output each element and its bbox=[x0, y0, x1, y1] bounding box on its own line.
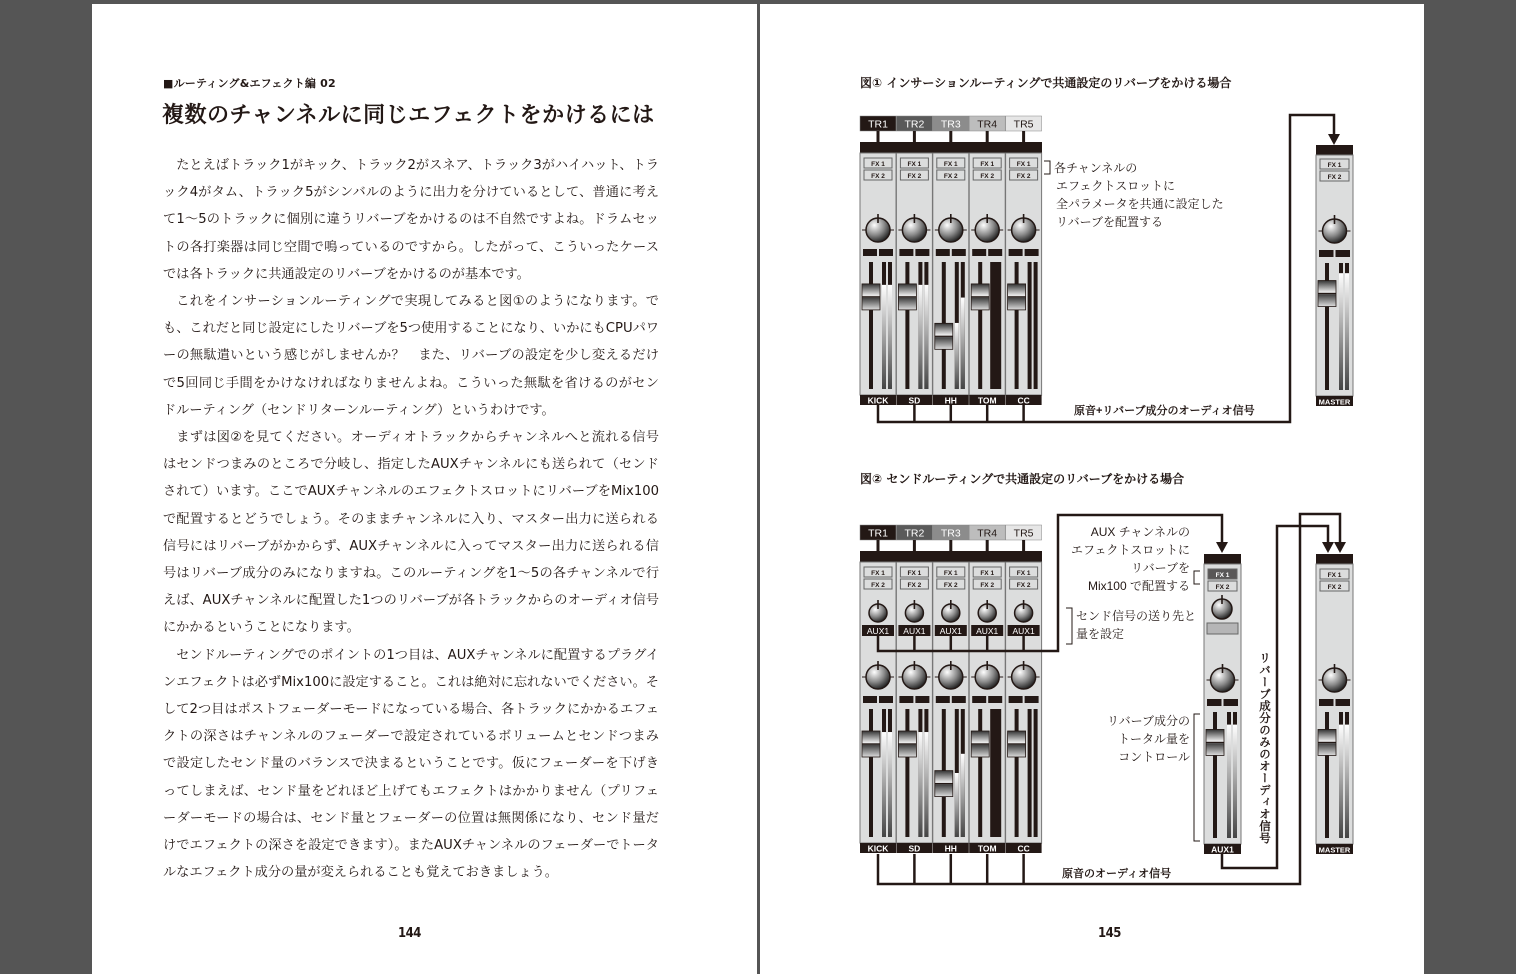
level-meter bbox=[1034, 709, 1038, 837]
solo-button bbox=[952, 249, 966, 256]
level-meter-fill bbox=[888, 732, 892, 837]
annotation-text: リバーブを配置する bbox=[1056, 215, 1164, 229]
channel-strip-hh bbox=[933, 153, 969, 406]
page-number: 145 bbox=[1098, 926, 1121, 941]
mute-button bbox=[936, 696, 950, 703]
fader-track bbox=[869, 709, 873, 837]
level-meter-fill bbox=[961, 298, 965, 389]
fx1-slot-label: FX 1 bbox=[871, 161, 885, 168]
fx2-slot-label: FX 2 bbox=[1016, 173, 1031, 180]
level-meter-fill bbox=[888, 285, 892, 389]
solo-button bbox=[1336, 699, 1351, 706]
mute-button bbox=[863, 696, 877, 703]
annotation-text: リバーブ成分の bbox=[1106, 714, 1190, 728]
level-meter-fill bbox=[1227, 725, 1231, 838]
mute-button bbox=[1009, 249, 1023, 256]
send-label: AUX1 bbox=[939, 626, 962, 636]
figure1-title: 図① インサーションルーティングで共通設定のリバーブをかける場合 bbox=[860, 76, 1232, 90]
input-bus-bar bbox=[860, 142, 1042, 153]
annotation-text: トータル量を bbox=[1117, 732, 1190, 746]
channel-strip-tom bbox=[969, 153, 1005, 406]
channel-name-label: CC bbox=[1017, 395, 1030, 406]
channel-name-label: AUX1 bbox=[1211, 844, 1234, 855]
track-label: TR5 bbox=[1013, 118, 1034, 131]
channel-name-label: TOM bbox=[977, 395, 997, 406]
fader-track bbox=[1015, 709, 1019, 837]
master-top-bar bbox=[1316, 554, 1353, 564]
fx1-slot-label: FX 1 bbox=[1215, 572, 1230, 579]
aux-top-bar bbox=[1204, 554, 1241, 564]
level-meter-fill bbox=[1339, 273, 1343, 390]
annotation-text: エフェクトスロットに bbox=[1056, 179, 1176, 193]
master-top-bar bbox=[1316, 145, 1353, 155]
level-meter bbox=[1034, 262, 1038, 389]
page-number: 144 bbox=[398, 926, 421, 941]
solo-button bbox=[915, 249, 929, 256]
level-meter-fill bbox=[1345, 725, 1349, 838]
fx2-slot-label: FX 2 bbox=[980, 173, 995, 180]
arrow-down-icon bbox=[1334, 542, 1346, 553]
fx2-slot-label: FX 2 bbox=[1016, 582, 1031, 589]
fx2-slot-label: FX 2 bbox=[980, 582, 995, 589]
paragraph: これをインサーションルーティングで実現してみると図①のようになります。でも、これだと同じ設定にしたリバーブを5つ使用することになり、いかにもCPUパワーの無駄遣いという感じがしませんか？ また、リバーブの設定を少し変えるだけで5回同じ手間をかけなければなりませんよね。こういった無駄を省けるのがセンドルーティング（センドリターンルーティング）というわけです。 bbox=[163, 294, 659, 418]
annotation-text: センド信号の送り先と bbox=[1076, 609, 1197, 623]
level-meter-fill bbox=[918, 285, 922, 389]
annotation-text: リバーブを bbox=[1130, 561, 1190, 575]
level-meter-fill bbox=[955, 773, 959, 837]
channel-name-label: SD bbox=[908, 395, 921, 406]
mute-button bbox=[1207, 699, 1222, 706]
level-meter bbox=[990, 709, 1001, 837]
page-title: 複数のチャンネルに同じエフェクトをかけるには bbox=[162, 103, 655, 128]
right-page bbox=[760, 4, 1424, 974]
fx2-slot-label: FX 2 bbox=[907, 173, 922, 180]
fader-track bbox=[869, 262, 873, 389]
solo-button bbox=[1025, 696, 1039, 703]
level-meter-fill bbox=[1339, 725, 1343, 838]
annotation-text: 量を設定 bbox=[1076, 627, 1125, 641]
channel-name-label: SD bbox=[908, 843, 921, 854]
annotation-text: 全パラメータを共通に設定した bbox=[1056, 197, 1224, 211]
solo-button bbox=[988, 249, 1002, 256]
annotation-text: Mix100 で配置する bbox=[1087, 579, 1190, 593]
level-meter-fill bbox=[918, 732, 922, 837]
level-meter-fill bbox=[961, 754, 965, 837]
fx2-slot-label: FX 2 bbox=[907, 582, 922, 589]
fx2-slot-label: FX 2 bbox=[1215, 584, 1230, 591]
arrow-down-icon bbox=[1216, 542, 1228, 553]
solo-button bbox=[952, 696, 966, 703]
mute-button bbox=[863, 249, 877, 256]
mute-button bbox=[1009, 696, 1023, 703]
level-meter bbox=[1028, 709, 1032, 837]
fx1-slot-label: FX 1 bbox=[1016, 570, 1031, 577]
channel-strip-cc bbox=[1006, 153, 1042, 406]
master-strip bbox=[1316, 564, 1353, 855]
level-meter-fill bbox=[1233, 725, 1237, 838]
fx1-slot-label: FX 1 bbox=[943, 570, 958, 577]
paragraph: たとえばトラック1がキック、トラック2がスネア、トラック3がハイハット、トラック4がタム、トラック5がシンバルのように出力を分けているとして、普通に考えて1〜5のトラックに個別に違うリバーブをかけるのは不自然ですよね。ドラムセットの各打楽器は同じ空間で鳴っているのですから。したがって、こういったケースでは各トラックに共通設定のリバーブをかけるのが基本です。 bbox=[163, 158, 659, 282]
solo-button bbox=[879, 696, 893, 703]
fader-track bbox=[978, 262, 982, 389]
fx1-slot-label: FX 1 bbox=[1327, 572, 1342, 579]
mute-button bbox=[1319, 699, 1334, 706]
level-meter-fill bbox=[1345, 273, 1349, 390]
solo-button bbox=[1025, 249, 1039, 256]
channel-name-label: KICK bbox=[867, 395, 889, 406]
solo-button bbox=[1336, 250, 1351, 257]
mute-button bbox=[899, 696, 913, 703]
send-label: AUX1 bbox=[866, 626, 890, 636]
signal-label: 原音のオーディオ信号 bbox=[1062, 868, 1172, 880]
track-label: TR3 bbox=[940, 118, 961, 131]
track-label: TR2 bbox=[904, 118, 925, 131]
fx1-slot-label: FX 1 bbox=[1327, 162, 1342, 169]
solo-button bbox=[879, 249, 893, 256]
annotation-text: エフェクトスロットに bbox=[1070, 543, 1190, 557]
paragraph: センドルーティングでのポイントの1つ目は、AUXチャンネルに配置するプラグインエフェクトは必ずMix100に設定すること。これは絶対に忘れないでください。そして2つ目はポストフェーダーモードになっている場合、各トラックにかかるエフェクトの深さはチャンネルのフェーダーで設定されているボリュームとセンドつまみで設定したセンド量のバランスで決まるということです。仮にフェーダーを下げきってしまえば、センド量をどれほど上げてもエフェクトはかかりません（プリフェーダーモードの場合は、センド量とフェーダーの位置は無関係になり、センド量だけでエフェクトの深さを設定できます）。またAUXチャンネルのフェーダーでトータルなエフェクト成分の量が変えられることも覚えておきましょう。 bbox=[163, 647, 659, 881]
annotation-text: AUX チャンネルの bbox=[1090, 525, 1190, 539]
figure2-title: 図② センドルーティングで共通設定のリバーブをかける場合 bbox=[860, 472, 1185, 486]
left-page bbox=[92, 4, 757, 974]
arrow-down-icon bbox=[1322, 542, 1334, 553]
fx1-slot-label: FX 1 bbox=[980, 570, 995, 577]
master-strip bbox=[1316, 155, 1353, 407]
section-label: ■ルーティング&エフェクト編 02 bbox=[163, 77, 336, 90]
paragraph: まずは図②を見てください。オーディオトラックからチャンネルへと流れる信号はセンドつまみのところで分岐し、指定したAUXチャンネルにも送られて（センドされて）います。ここでAUXチャンネルのエフェクトスロットにリバーブをMix100で配置するとどうでしょう。そのままチャンネルに入り、マスター出力に送られる信号にはリバーブがかからず、AUXチャンネルに入ってマスター出力に送られる信号はリバーブ成分のみになりますね。このルーティングを1〜5の各チャンネルで行えば、AUXチャンネルに配置した1つのリバーブが各トラックからのオーディオ信号にかかるということになります。 bbox=[163, 430, 659, 636]
fx2-slot-label: FX 2 bbox=[871, 582, 885, 589]
channel-name-label: KICK bbox=[867, 843, 889, 854]
track-label: TR1 bbox=[868, 527, 888, 540]
track-label: TR3 bbox=[940, 527, 961, 540]
fx1-slot-label: FX 1 bbox=[1016, 161, 1031, 168]
fader-track bbox=[978, 709, 982, 837]
annotation-text: コントロール bbox=[1118, 750, 1190, 764]
level-meter-fill bbox=[882, 732, 886, 837]
channel-name-label: HH bbox=[944, 843, 957, 854]
level-meter bbox=[990, 262, 1001, 389]
mute-button bbox=[936, 249, 950, 256]
arrow-down-icon bbox=[1328, 134, 1340, 145]
fx2-slot-label: FX 2 bbox=[943, 582, 958, 589]
aux-input-slot bbox=[1207, 623, 1238, 634]
fx2-slot-label: FX 2 bbox=[943, 173, 958, 180]
fx1-slot-label: FX 1 bbox=[980, 161, 995, 168]
channel-strip-sd bbox=[896, 153, 932, 406]
fader-track bbox=[905, 262, 909, 389]
level-meter bbox=[1028, 262, 1032, 389]
fader-track bbox=[1015, 262, 1019, 389]
vertical-signal-label: リバーブ成分のみのオーディオ信号 bbox=[1258, 652, 1270, 844]
mute-button bbox=[972, 696, 986, 703]
annotation-bracket bbox=[1044, 161, 1050, 174]
channel-name-label: MASTER bbox=[1318, 845, 1351, 855]
send-label: AUX1 bbox=[1012, 626, 1035, 636]
fx2-slot-label: FX 2 bbox=[871, 173, 885, 180]
channel-name-label: HH bbox=[944, 395, 957, 406]
fx1-slot-label: FX 1 bbox=[943, 161, 958, 168]
input-bus-bar bbox=[860, 551, 1042, 562]
annotation-bracket bbox=[1194, 714, 1200, 841]
channel-name-label: MASTER bbox=[1318, 397, 1351, 407]
fx1-slot-label: FX 1 bbox=[907, 570, 922, 577]
level-meter-fill bbox=[924, 285, 928, 389]
track-label: TR5 bbox=[1013, 527, 1034, 540]
fx2-slot-label: FX 2 bbox=[1327, 174, 1342, 181]
track-label: TR1 bbox=[868, 118, 888, 131]
channel-strip-kick bbox=[860, 153, 896, 406]
channel-name-label: CC bbox=[1017, 843, 1030, 854]
solo-button bbox=[988, 696, 1002, 703]
annotation-bracket bbox=[1066, 608, 1072, 644]
mute-button bbox=[899, 249, 913, 256]
level-meter-fill bbox=[955, 323, 959, 389]
mute-button bbox=[1319, 250, 1334, 257]
fx1-slot-label: FX 1 bbox=[871, 570, 885, 577]
fader-track bbox=[905, 709, 909, 837]
level-meter-fill bbox=[924, 732, 928, 837]
fx1-slot-label: FX 1 bbox=[907, 161, 922, 168]
annotation-text: 各チャンネルの bbox=[1054, 161, 1138, 175]
mute-button bbox=[972, 249, 986, 256]
channel-name-label: TOM bbox=[977, 843, 997, 854]
track-label: TR4 bbox=[977, 118, 998, 131]
send-label: AUX1 bbox=[903, 626, 926, 636]
send-label: AUX1 bbox=[976, 626, 999, 636]
track-label: TR2 bbox=[904, 527, 925, 540]
mixer-diagrams bbox=[760, 4, 1424, 974]
solo-button bbox=[915, 696, 929, 703]
level-meter-fill bbox=[882, 285, 886, 389]
fx2-slot-label: FX 2 bbox=[1327, 584, 1342, 591]
annotation-bracket bbox=[1194, 571, 1200, 584]
solo-button bbox=[1224, 699, 1239, 706]
track-label: TR4 bbox=[977, 527, 998, 540]
signal-label: 原音+リバーブ成分のオーディオ信号 bbox=[1074, 405, 1255, 417]
body-text bbox=[163, 152, 659, 886]
